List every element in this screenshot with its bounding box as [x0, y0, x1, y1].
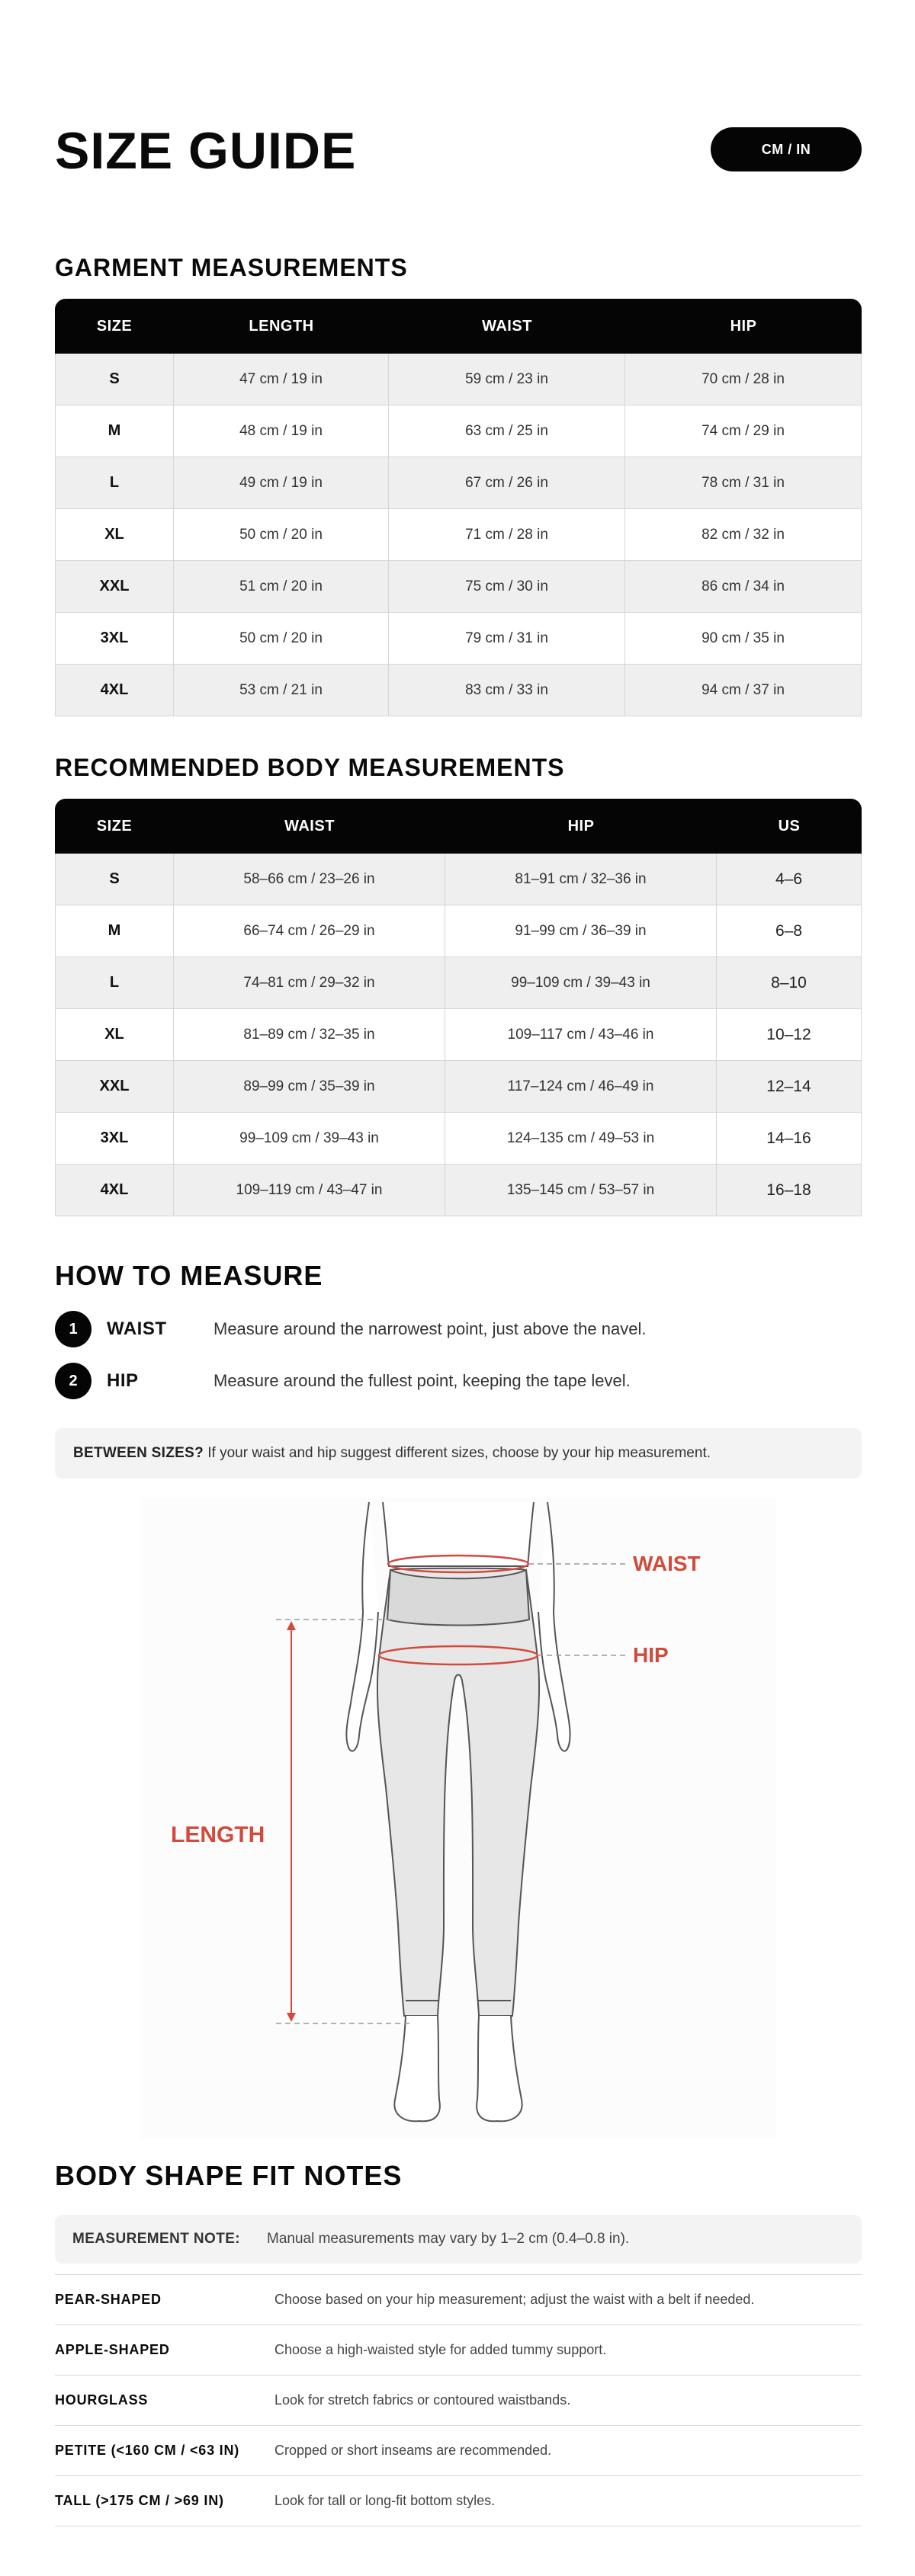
- waist-label: WAIST: [633, 1552, 701, 1575]
- column-header-us: US: [717, 799, 862, 854]
- table-row: [55, 665, 862, 716]
- table-row: [55, 613, 862, 665]
- size-cell: M: [55, 405, 174, 457]
- measurement-note: [55, 2215, 862, 2264]
- waist-cell: 89–99 cm / 35–39 in: [174, 1061, 445, 1113]
- leggings-diagram: [140, 1498, 776, 2138]
- body-shape-name: TALL (>175 CM / >69 IN): [55, 2476, 274, 2526]
- us-size-cell: 4–6: [717, 854, 862, 905]
- unit-toggle-button[interactable]: CM / IN: [711, 127, 862, 171]
- table-row: [55, 2426, 862, 2476]
- table-row: [55, 1061, 862, 1113]
- us-size-cell: 16–18: [717, 1165, 862, 1216]
- page-title: SIZE GUIDE: [55, 122, 357, 180]
- size-cell: XL: [55, 509, 174, 561]
- body-measurements-table: [55, 799, 862, 1216]
- table-row: [55, 509, 862, 561]
- fit-advice: Choose a high-waisted style for added tummy support.: [274, 2325, 862, 2376]
- table-row: [55, 405, 862, 457]
- table-row: [55, 1113, 862, 1165]
- table-row: [55, 1165, 862, 1216]
- hip-cell: 78 cm / 31 in: [625, 457, 862, 509]
- step-description: Measure around the narrowest point, just above the navel.: [214, 1319, 647, 1338]
- body-measurements-title: RECOMMENDED BODY MEASUREMENTS: [55, 754, 565, 781]
- between-sizes-tip: [55, 1428, 862, 1479]
- size-cell: XXL: [55, 561, 174, 613]
- column-header-length: LENGTH: [174, 299, 389, 354]
- size-cell: XXL: [55, 1061, 174, 1113]
- size-cell: 3XL: [55, 613, 174, 665]
- waist-cell: 66–74 cm / 26–29 in: [174, 905, 445, 957]
- step-number-badge: 2: [55, 1363, 92, 1399]
- table-row: [55, 957, 862, 1009]
- size-cell: L: [55, 457, 174, 509]
- column-header-size: SIZE: [55, 799, 174, 854]
- body-shape-name: HOURGLASS: [55, 2376, 274, 2426]
- how-to-measure-title: HOW TO MEASURE: [55, 1260, 323, 1291]
- measure-step-hip: [55, 1363, 862, 1415]
- table-row: [55, 2476, 862, 2526]
- waist-cell: 83 cm / 33 in: [389, 665, 625, 716]
- table-header-row: [55, 299, 862, 354]
- hip-cell: 94 cm / 37 in: [625, 665, 862, 716]
- table-row: [55, 1009, 862, 1061]
- fit-advice: Cropped or short inseams are recommended.: [274, 2426, 862, 2476]
- hip-cell: 91–99 cm / 36–39 in: [445, 905, 717, 957]
- hip-cell: 99–109 cm / 39–43 in: [445, 957, 717, 1009]
- us-size-cell: 8–10: [717, 957, 862, 1009]
- measure-step-waist: [55, 1311, 862, 1363]
- size-cell: 3XL: [55, 1113, 174, 1165]
- length-cell: 50 cm / 20 in: [174, 509, 389, 561]
- fit-advice: Look for stretch fabrics or contoured waistbands.: [274, 2376, 862, 2426]
- size-cell: S: [55, 854, 174, 905]
- hip-cell: 70 cm / 28 in: [625, 354, 862, 405]
- length-cell: 47 cm / 19 in: [174, 354, 389, 405]
- waist-cell: 109–119 cm / 43–47 in: [174, 1165, 445, 1216]
- size-cell: S: [55, 354, 174, 405]
- waist-cell: 99–109 cm / 39–43 in: [174, 1113, 445, 1165]
- size-cell: XL: [55, 1009, 174, 1061]
- hip-cell: 74 cm / 29 in: [625, 405, 862, 457]
- length-cell: 51 cm / 20 in: [174, 561, 389, 613]
- length-cell: 49 cm / 19 in: [174, 457, 389, 509]
- fit-notes-title: BODY SHAPE FIT NOTES: [55, 2160, 403, 2191]
- table-row: [55, 2325, 862, 2376]
- hip-cell: 109–117 cm / 43–46 in: [445, 1009, 717, 1061]
- column-header-waist: WAIST: [389, 299, 625, 354]
- waist-cell: 63 cm / 25 in: [389, 405, 625, 457]
- column-header-hip: HIP: [625, 299, 862, 354]
- column-header-size: SIZE: [55, 299, 174, 354]
- hip-cell: 90 cm / 35 in: [625, 613, 862, 665]
- fit-advice: Look for tall or long-fit bottom styles.: [274, 2476, 862, 2526]
- garment-measurements-table: [55, 299, 862, 716]
- column-header-hip: HIP: [445, 799, 717, 854]
- tip-text: If your waist and hip suggest different sizes, choose by your hip measurement.: [204, 1445, 711, 1461]
- waist-cell: 71 cm / 28 in: [389, 509, 625, 561]
- step-label: HIP: [107, 1370, 139, 1391]
- garment-measurements-title: GARMENT MEASUREMENTS: [55, 254, 408, 281]
- table-row: [55, 905, 862, 957]
- tip-label: BETWEEN SIZES?: [73, 1445, 204, 1461]
- length-cell: 48 cm / 19 in: [174, 405, 389, 457]
- fit-advice: Choose based on your hip measurement; adjust the waist with a belt if needed.: [274, 2275, 862, 2325]
- waist-cell: 79 cm / 31 in: [389, 613, 625, 665]
- measure-steps: [55, 1311, 862, 1415]
- body-shape-name: PETITE (<160 CM / <63 IN): [55, 2426, 274, 2476]
- table-row: [55, 2275, 862, 2325]
- us-size-cell: 12–14: [717, 1061, 862, 1113]
- waist-cell: 74–81 cm / 29–32 in: [174, 957, 445, 1009]
- measurement-illustration: [140, 1498, 776, 2138]
- table-row: [55, 2376, 862, 2426]
- hip-cell: 135–145 cm / 53–57 in: [445, 1165, 717, 1216]
- body-shape-name: PEAR-SHAPED: [55, 2275, 274, 2325]
- page-header: [55, 120, 862, 181]
- step-number-badge: 1: [55, 1311, 92, 1347]
- length-cell: 50 cm / 20 in: [174, 613, 389, 665]
- hip-cell: 86 cm / 34 in: [625, 561, 862, 613]
- size-cell: L: [55, 957, 174, 1009]
- us-size-cell: 14–16: [717, 1113, 862, 1165]
- us-size-cell: 6–8: [717, 905, 862, 957]
- waist-cell: 75 cm / 30 in: [389, 561, 625, 613]
- length-cell: 53 cm / 21 in: [174, 665, 389, 716]
- body-shape-name: APPLE-SHAPED: [55, 2325, 274, 2376]
- hip-cell: 117–124 cm / 46–49 in: [445, 1061, 717, 1113]
- measurement-note-text: Manual measurements may vary by 1–2 cm (0.4–0.8 in).: [267, 2231, 630, 2247]
- size-cell: M: [55, 905, 174, 957]
- waist-cell: 81–89 cm / 32–35 in: [174, 1009, 445, 1061]
- step-label: WAIST: [107, 1318, 167, 1339]
- step-description: Measure around the fullest point, keeping the tape level.: [214, 1371, 631, 1390]
- fit-notes-table: [55, 2274, 862, 2526]
- hip-cell: 124–135 cm / 49–53 in: [445, 1113, 717, 1165]
- column-header-waist: WAIST: [174, 799, 445, 854]
- table-header-row: [55, 799, 862, 854]
- measurement-note-label: MEASUREMENT NOTE:: [72, 2231, 241, 2247]
- size-cell: 4XL: [55, 1165, 174, 1216]
- length-label: LENGTH: [171, 1822, 265, 1847]
- waist-cell: 67 cm / 26 in: [389, 457, 625, 509]
- waist-cell: 59 cm / 23 in: [389, 354, 625, 405]
- table-row: [55, 854, 862, 905]
- table-row: [55, 457, 862, 509]
- size-cell: 4XL: [55, 665, 174, 716]
- hip-cell: 81–91 cm / 32–36 in: [445, 854, 717, 905]
- hip-label: HIP: [633, 1643, 669, 1667]
- waist-cell: 58–66 cm / 23–26 in: [174, 854, 445, 905]
- hip-cell: 82 cm / 32 in: [625, 509, 862, 561]
- table-row: [55, 561, 862, 613]
- us-size-cell: 10–12: [717, 1009, 862, 1061]
- table-row: [55, 354, 862, 405]
